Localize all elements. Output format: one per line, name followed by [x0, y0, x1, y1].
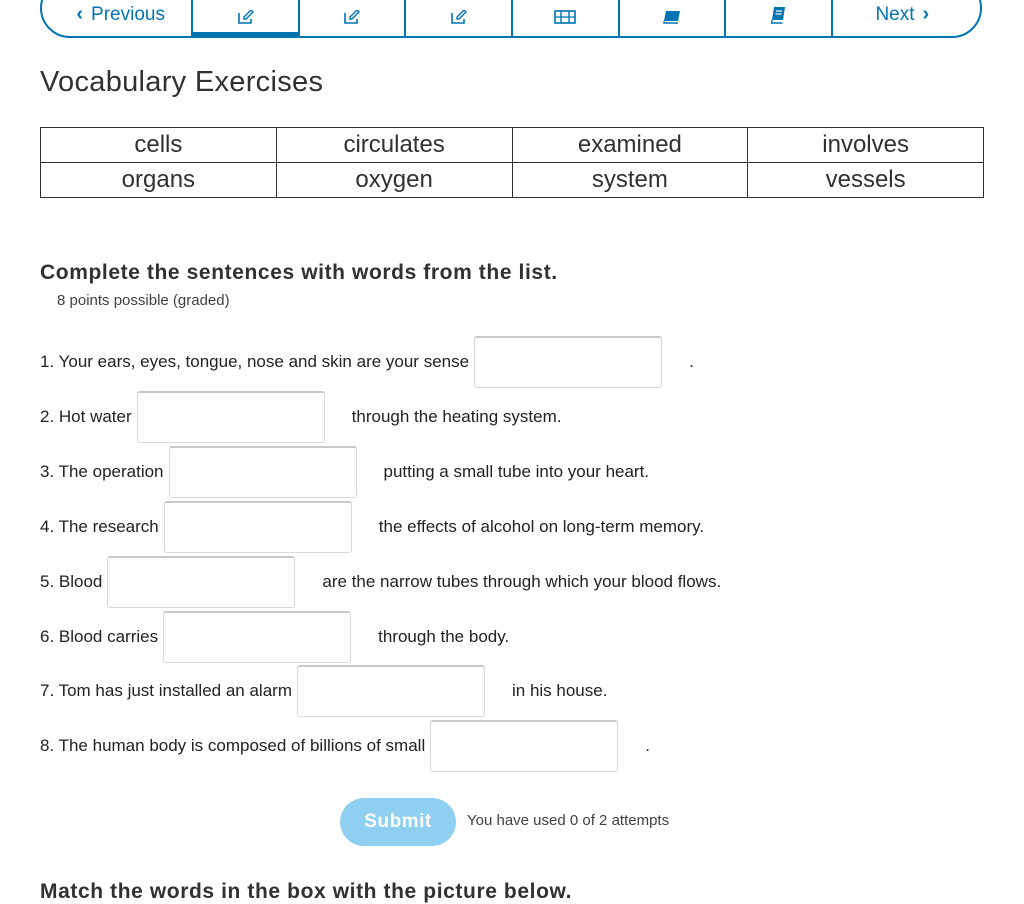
- book-icon: [770, 6, 786, 24]
- table-row: [41, 163, 984, 198]
- question-7: [40, 664, 607, 718]
- edit-icon: [451, 10, 467, 24]
- question-6: [40, 610, 509, 664]
- table-cell: organs: [41, 163, 277, 198]
- table-cell: examined: [512, 128, 748, 163]
- table-row: [41, 128, 984, 163]
- sequence-tab-2[interactable]: [298, 0, 405, 36]
- question-text: 5. Blood: [40, 572, 103, 591]
- next-button[interactable]: [831, 0, 980, 36]
- question-text: 7. Tom has just installed an alarm: [40, 681, 292, 700]
- table-cell: circulates: [276, 128, 512, 163]
- edit-icon: [238, 10, 254, 24]
- submit-button[interactable]: Submit: [340, 798, 456, 846]
- sequence-tab-5[interactable]: [618, 0, 725, 36]
- question-text: 2. Hot water: [40, 407, 132, 426]
- next-problem-title: Match the words in the box with the picture below.: [40, 880, 573, 903]
- question-text-after: through the body.: [378, 627, 510, 646]
- attempts-counter: You have used 0 of 2 attempts: [467, 812, 670, 829]
- chevron-right-icon: ›: [922, 3, 930, 25]
- problem-title: Complete the sentences with words from the list.: [40, 261, 558, 284]
- question-text-after: the effects of alcohol on long-term memory.: [378, 517, 705, 536]
- answer-input-6[interactable]: [163, 611, 351, 663]
- answer-input-7[interactable]: [297, 665, 485, 717]
- sequence-nav: [40, 0, 982, 38]
- problem-progress: 8 points possible (graded): [57, 292, 230, 309]
- answer-input-4[interactable]: [164, 501, 352, 553]
- question-text-after: .: [645, 736, 650, 755]
- question-text-after: putting a small tube into your heart.: [383, 462, 650, 481]
- sequence-tab-4[interactable]: [511, 0, 618, 36]
- edit-icon: [344, 10, 360, 24]
- question-1: [40, 335, 694, 389]
- previous-label: Previous: [91, 4, 165, 25]
- next-label: Next: [875, 4, 915, 25]
- table-cell: cells: [41, 128, 277, 163]
- answer-input-3[interactable]: [169, 446, 357, 498]
- question-text: 4. The research: [40, 517, 159, 536]
- sequence-tab-3[interactable]: [404, 0, 511, 36]
- answer-input-2[interactable]: [137, 391, 325, 443]
- question-8: [40, 719, 650, 773]
- previous-button[interactable]: [42, 0, 191, 36]
- table-cell: oxygen: [276, 163, 512, 198]
- question-text-after: are the narrow tubes through which your blood flows.: [322, 572, 722, 591]
- book-icon: [663, 10, 681, 24]
- question-2: [40, 390, 561, 444]
- question-text: 1. Your ears, eyes, tongue, nose and skin are your sense: [40, 352, 470, 371]
- sequence-tab-6[interactable]: [724, 0, 831, 36]
- chevron-left-icon: ‹: [76, 3, 84, 25]
- question-text-after: .: [689, 352, 694, 371]
- question-text: 6. Blood carries: [40, 627, 159, 646]
- vocabulary-table: [40, 127, 984, 198]
- question-text: 8. The human body is composed of billions of small: [40, 736, 426, 755]
- sequence-tab-1[interactable]: [191, 0, 298, 36]
- table-cell: vessels: [748, 163, 984, 198]
- question-text-after: through the heating system.: [351, 407, 562, 426]
- table-cell: system: [512, 163, 748, 198]
- answer-input-8[interactable]: [430, 720, 618, 772]
- answer-input-1[interactable]: [474, 336, 662, 388]
- question-4: [40, 500, 704, 554]
- answer-input-5[interactable]: [107, 556, 295, 608]
- question-5: [40, 555, 721, 609]
- page-title: Vocabulary Exercises: [40, 66, 324, 98]
- question-3: [40, 445, 649, 499]
- question-text: 3. The operation: [40, 462, 164, 481]
- video-icon: [554, 10, 576, 24]
- question-text-after: in his house.: [511, 681, 608, 700]
- table-cell: involves: [748, 128, 984, 163]
